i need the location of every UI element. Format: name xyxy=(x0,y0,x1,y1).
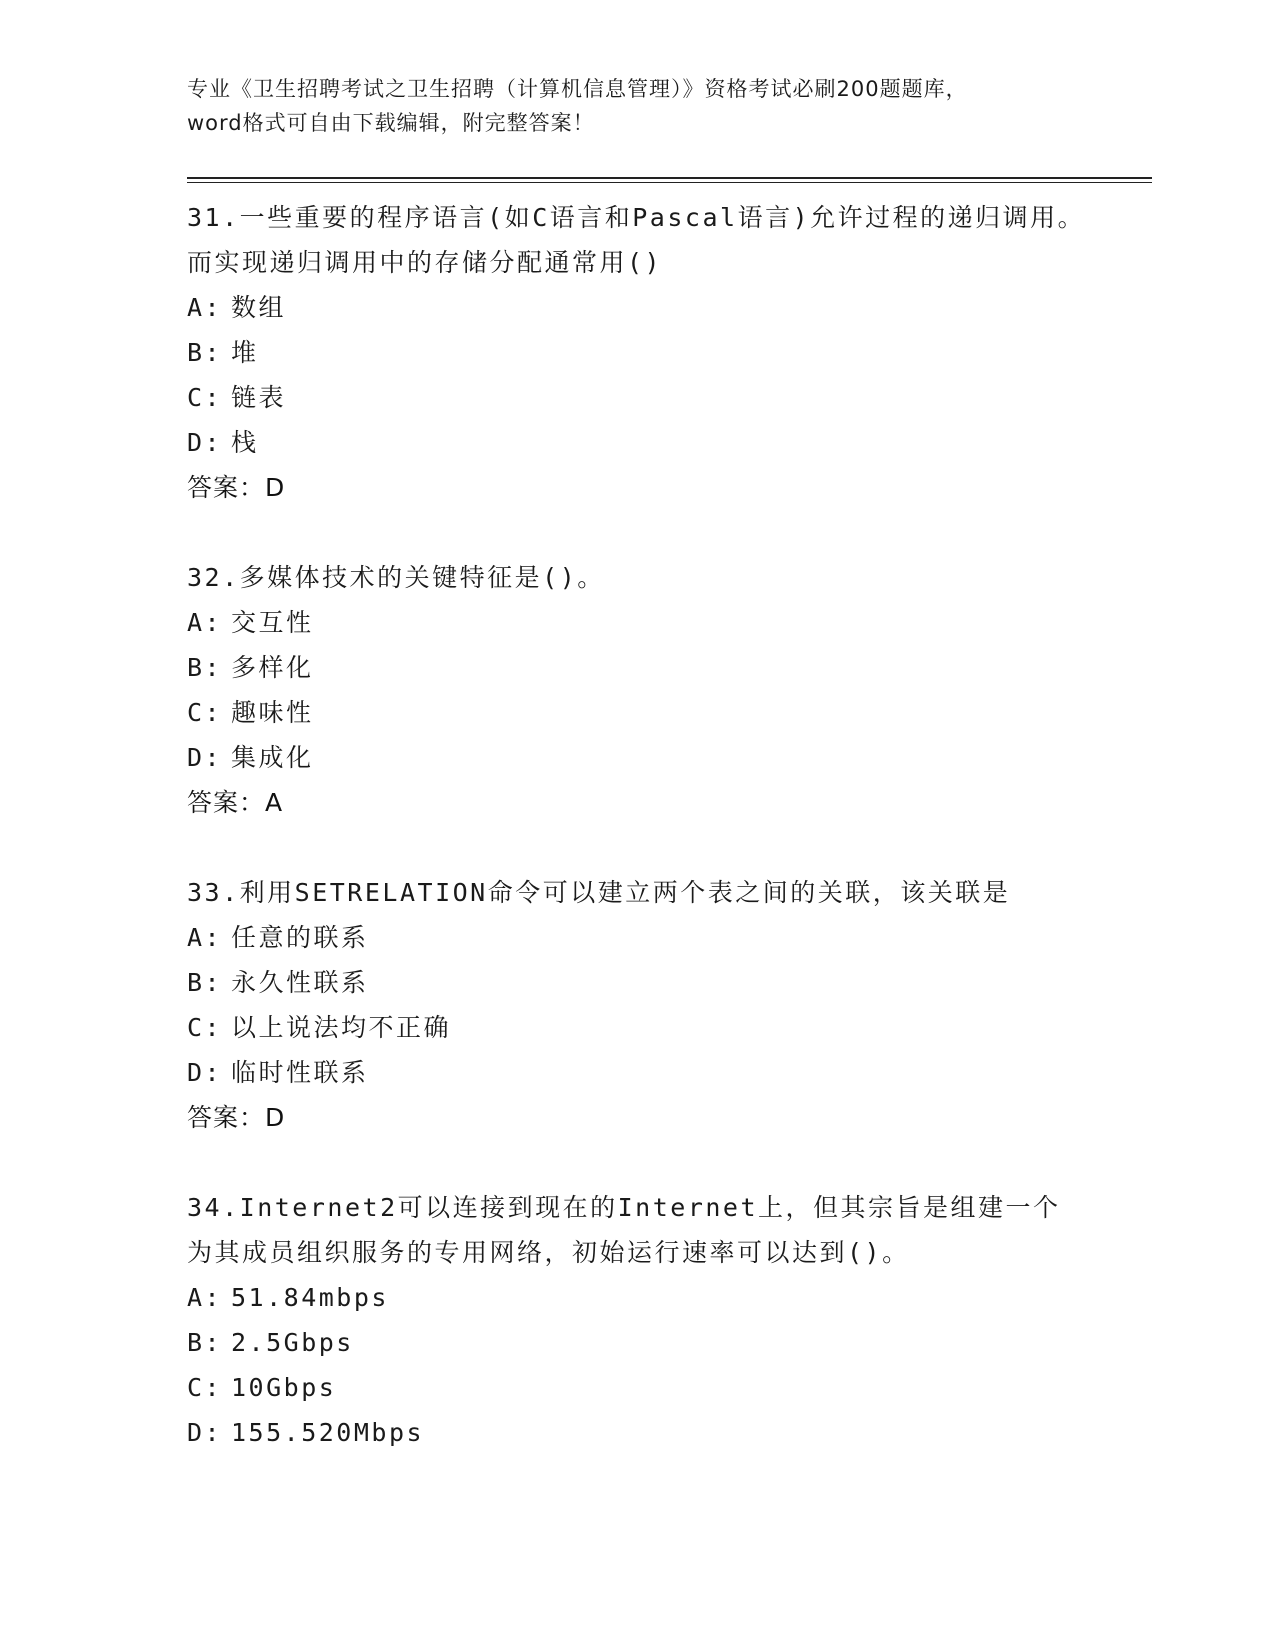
option-a xyxy=(187,915,1152,960)
document-header xyxy=(187,70,1152,140)
option-text: 链表 xyxy=(231,383,287,412)
header-title-line-2: word格式可自由下载编辑，附完整答案！ xyxy=(187,111,595,135)
option-a xyxy=(187,600,1152,645)
option-text: 趣味性 xyxy=(231,698,314,727)
option-b xyxy=(187,1320,1152,1365)
option-d xyxy=(187,735,1152,780)
option-text: 多样化 xyxy=(231,653,314,682)
question-34 xyxy=(187,1185,1152,1455)
option-a xyxy=(187,285,1152,330)
option-text: 10Gbps xyxy=(231,1373,337,1402)
document-page xyxy=(187,70,1152,1500)
option-text: 集成化 xyxy=(231,743,314,772)
option-key: D: xyxy=(187,1058,223,1087)
option-text: 51.84mbps xyxy=(231,1283,389,1312)
option-key: B: xyxy=(187,338,223,367)
header-title-line-1: 专业《卫生招聘考试之卫生招聘（计算机信息管理）》资格考试必刷200题题库， xyxy=(187,77,968,101)
option-key: C: xyxy=(187,1373,223,1402)
option-text: 交互性 xyxy=(231,608,314,637)
header-divider xyxy=(187,177,1152,183)
option-text: 数组 xyxy=(231,293,287,322)
option-text: 永久性联系 xyxy=(231,968,369,997)
option-d xyxy=(187,1050,1152,1095)
option-text: 任意的联系 xyxy=(231,923,369,952)
option-key: B: xyxy=(187,1328,223,1357)
option-b xyxy=(187,960,1152,1005)
question-31 xyxy=(187,195,1152,510)
answer-line: 答案：A xyxy=(187,788,284,817)
option-d xyxy=(187,1410,1152,1455)
question-32 xyxy=(187,555,1152,825)
question-stem: 31.一些重要的程序语言(如C语言和Pascal语言)允许过程的递归调用。而实现递归调用中的存储分配通常用() xyxy=(187,203,1086,277)
option-key: B: xyxy=(187,968,223,997)
option-text: 临时性联系 xyxy=(231,1058,369,1087)
question-list xyxy=(187,195,1152,1455)
option-c xyxy=(187,690,1152,735)
answer-line: 答案：D xyxy=(187,1103,286,1132)
option-key: A: xyxy=(187,1283,223,1312)
option-key: A: xyxy=(187,293,223,322)
option-key: A: xyxy=(187,608,223,637)
option-text: 以上说法均不正确 xyxy=(231,1013,452,1042)
question-33 xyxy=(187,870,1152,1140)
option-d xyxy=(187,420,1152,465)
answer-line: 答案：D xyxy=(187,473,286,502)
option-key: C: xyxy=(187,698,223,727)
option-key: D: xyxy=(187,428,223,457)
question-stem: 32.多媒体技术的关键特征是()。 xyxy=(187,563,605,592)
question-stem: 34.Internet2可以连接到现在的Internet上，但其宗旨是组建一个为其成员组织服务的专用网络，初始运行速率可以达到()。 xyxy=(187,1193,1061,1267)
option-c xyxy=(187,375,1152,420)
option-b xyxy=(187,330,1152,375)
option-key: C: xyxy=(187,383,223,412)
option-text: 2.5Gbps xyxy=(231,1328,354,1357)
option-text: 栈 xyxy=(231,428,259,457)
option-c xyxy=(187,1005,1152,1050)
option-b xyxy=(187,645,1152,690)
option-key: A: xyxy=(187,923,223,952)
option-a xyxy=(187,1275,1152,1320)
option-text: 堆 xyxy=(231,338,259,367)
option-key: B: xyxy=(187,653,223,682)
option-key: D: xyxy=(187,743,223,772)
option-c xyxy=(187,1365,1152,1410)
option-key: C: xyxy=(187,1013,223,1042)
question-stem: 33.利用SETRELATION命令可以建立两个表之间的关联，该关联是 xyxy=(187,878,1011,907)
option-key: D: xyxy=(187,1418,223,1447)
option-text: 155.520Mbps xyxy=(231,1418,425,1447)
